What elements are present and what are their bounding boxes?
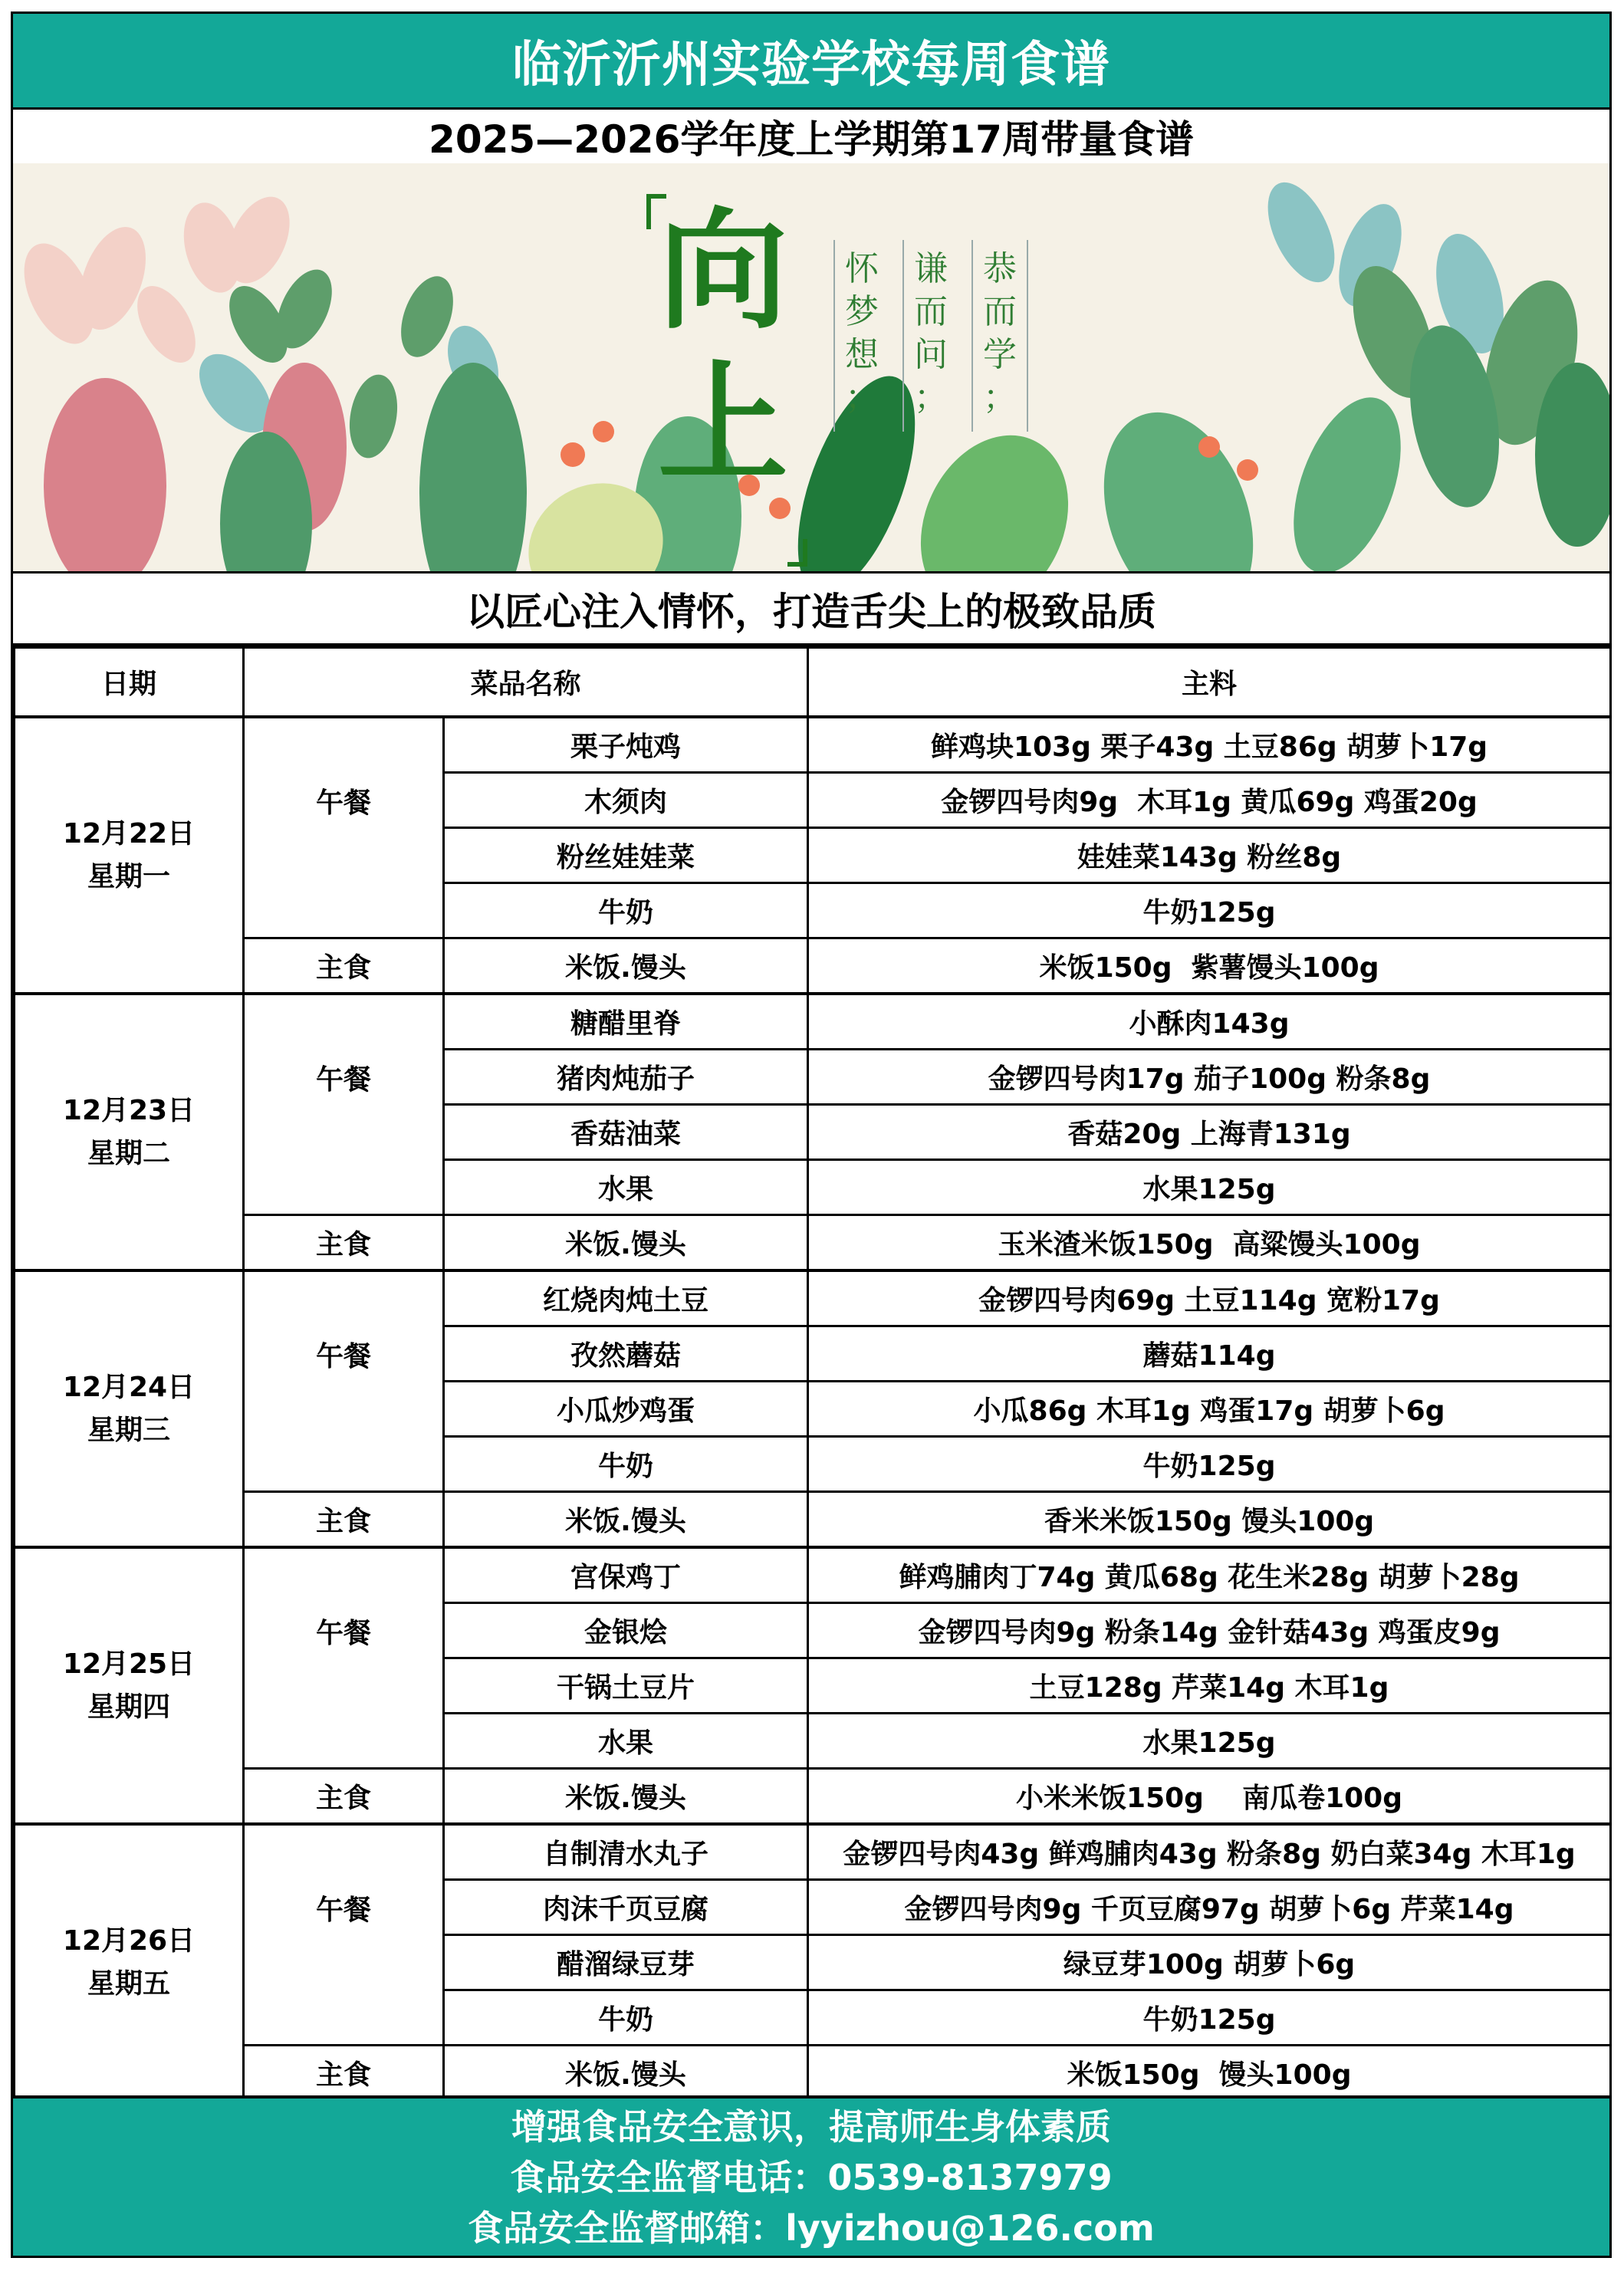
meal-label-lunch: 午餐 (244, 994, 444, 1215)
footer-email: 食品安全监督邮箱：lyyizhou@126.com (468, 2207, 1155, 2249)
dish-name: 粉丝娃娃菜 (444, 828, 808, 883)
slogan: 以匠心注入情怀，打造舌尖上的极致品质 (13, 574, 1609, 646)
dish-name: 水果 (444, 1160, 808, 1215)
table-row-staple (15, 1492, 1611, 1548)
meal-label-lunch: 午餐 (244, 1547, 444, 1769)
ingredients: 小酥肉143g (808, 994, 1611, 1050)
menu-sheet (11, 12, 1612, 2258)
banner-headline (646, 194, 800, 501)
dish-name: 米饭.馒头 (444, 2046, 808, 2101)
banner-char: 上 (657, 347, 788, 501)
motto-char: 梦 (845, 292, 879, 331)
meal-label-lunch: 午餐 (244, 1824, 444, 2046)
banner-char: 向 (657, 194, 788, 347)
ingredients: 娃娃菜143g 粉丝8g (808, 828, 1611, 883)
table-row-staple (15, 1215, 1611, 1271)
bracket-close-icon (787, 539, 807, 567)
dish-name: 糖醋里脊 (444, 994, 808, 1050)
ingredients: 鲜鸡脯肉丁74g 黄瓜68g 花生米28g 胡萝卜28g (808, 1547, 1611, 1603)
banner-motto-column (971, 240, 1028, 432)
weekday-text: 星期二 (87, 1137, 170, 1169)
footer-phone: 食品安全监督电话：0539-8137979 (510, 2156, 1113, 2198)
dish-name: 肉沫千页豆腐 (444, 1880, 808, 1935)
title-band (13, 14, 1609, 110)
ingredients: 金锣四号肉43g 鲜鸡脯肉43g 粉条8g 奶白菜34g 木耳1g (808, 1824, 1611, 1880)
date-cell (15, 1824, 244, 2101)
date-text: 12月24日 (62, 1371, 196, 1403)
date-text: 12月25日 (62, 1648, 196, 1680)
date-text: 12月26日 (62, 1924, 196, 1957)
dish-name: 宫保鸡丁 (444, 1547, 808, 1603)
date-text: 12月23日 (62, 1094, 196, 1126)
motto-char: 学 (983, 335, 1017, 374)
meal-label-staple: 主食 (244, 938, 444, 994)
table-row (15, 994, 1611, 1050)
dish-name: 牛奶 (444, 883, 808, 938)
meal-label-staple: 主食 (244, 1492, 444, 1548)
dish-name: 米饭.馒头 (444, 938, 808, 994)
weekday-text: 星期一 (87, 860, 170, 892)
date-cell (15, 1270, 244, 1547)
motto-char: 怀 (845, 249, 879, 288)
ingredients: 牛奶125g (808, 1437, 1611, 1492)
meal-label-lunch: 午餐 (244, 1270, 444, 1492)
motto-char: 而 (983, 292, 1017, 331)
dish-name: 牛奶 (444, 1990, 808, 2046)
ingredients: 牛奶125g (808, 1990, 1611, 2046)
meal-label-staple: 主食 (244, 2046, 444, 2101)
meal-label-lunch: 午餐 (244, 717, 444, 938)
dish-name: 米饭.馒头 (444, 1492, 808, 1548)
floral-illustration-icon (13, 163, 1609, 574)
banner-motto-column (833, 240, 889, 432)
motto-char: ； (914, 378, 948, 417)
ingredients: 金锣四号肉9g 木耳1g 黄瓜69g 鸡蛋20g (808, 773, 1611, 828)
banner-motto-column (902, 240, 958, 432)
dish-name: 小瓜炒鸡蛋 (444, 1382, 808, 1437)
table-row (15, 1547, 1611, 1603)
ingredients: 金锣四号肉69g 土豆114g 宽粉17g (808, 1270, 1611, 1326)
date-cell (15, 1547, 244, 1824)
date-cell (15, 717, 244, 994)
ingredients: 香菇20g 上海青131g (808, 1105, 1611, 1160)
table-row-staple (15, 1769, 1611, 1825)
weekday-text: 星期五 (87, 1967, 170, 2000)
dish-name: 木须肉 (444, 773, 808, 828)
table-row (15, 717, 1611, 773)
ingredients: 土豆128g 芹菜14g 木耳1g (808, 1658, 1611, 1714)
dish-name: 猪肉炖茄子 (444, 1050, 808, 1105)
ingredients: 绿豆芽100g 胡萝卜6g (808, 1935, 1611, 1990)
banner-image (13, 163, 1609, 574)
menu-table (13, 646, 1612, 2102)
ingredients: 小米米饭150g 南瓜卷100g (808, 1769, 1611, 1825)
ingredients: 水果125g (808, 1714, 1611, 1769)
weekday-text: 星期三 (87, 1414, 170, 1446)
dish-name: 水果 (444, 1714, 808, 1769)
table-row (15, 1270, 1611, 1326)
motto-char: 问 (914, 335, 948, 374)
table-row (15, 1824, 1611, 1880)
motto-char: 而 (914, 292, 948, 331)
header-ingredients: 主料 (808, 648, 1611, 718)
meal-label-staple: 主食 (244, 1769, 444, 1825)
ingredients: 牛奶125g (808, 883, 1611, 938)
motto-char: ； (845, 378, 879, 417)
date-cell (15, 994, 244, 1270)
dish-name: 香菇油菜 (444, 1105, 808, 1160)
ingredients: 香米米饭150g 馒头100g (808, 1492, 1611, 1548)
footer-motto: 增强食品安全意识，提高师生身体素质 (511, 2105, 1111, 2148)
ingredients: 蘑菇114g (808, 1326, 1611, 1382)
table-header-row (15, 648, 1611, 718)
dish-name: 牛奶 (444, 1437, 808, 1492)
dish-name: 红烧肉炖土豆 (444, 1270, 808, 1326)
meal-label-staple: 主食 (244, 1215, 444, 1271)
header-date: 日期 (15, 648, 244, 718)
week-subtitle: 2025—2026学年度上学期第17周带量食谱 (429, 117, 1194, 162)
motto-char: 谦 (914, 249, 948, 288)
date-text: 12月22日 (62, 817, 196, 850)
table-row-staple (15, 938, 1611, 994)
motto-char: ； (983, 378, 1017, 417)
page-title: 临沂沂州实验学校每周食谱 (512, 37, 1110, 94)
ingredients: 金锣四号肉17g 茄子100g 粉条8g (808, 1050, 1611, 1105)
ingredients: 米饭150g 紫薯馒头100g (808, 938, 1611, 994)
dish-name: 米饭.馒头 (444, 1769, 808, 1825)
dish-name: 干锅土豆片 (444, 1658, 808, 1714)
ingredients: 水果125g (808, 1160, 1611, 1215)
table-row-staple (15, 2046, 1611, 2101)
dish-name: 金银烩 (444, 1603, 808, 1658)
ingredients: 米饭150g 馒头100g (808, 2046, 1611, 2101)
dish-name: 醋溜绿豆芽 (444, 1935, 808, 1990)
dish-name: 米饭.馒头 (444, 1215, 808, 1271)
ingredients: 金锣四号肉9g 粉条14g 金针菇43g 鸡蛋皮9g (808, 1603, 1611, 1658)
dish-name: 孜然蘑菇 (444, 1326, 808, 1382)
ingredients: 小瓜86g 木耳1g 鸡蛋17g 胡萝卜6g (808, 1382, 1611, 1437)
weekday-text: 星期四 (87, 1691, 170, 1723)
footer (13, 2095, 1609, 2256)
dish-name: 自制清水丸子 (444, 1824, 808, 1880)
header-dish: 菜品名称 (244, 648, 808, 718)
ingredients: 玉米渣米饭150g 高粱馒头100g (808, 1215, 1611, 1271)
ingredients: 金锣四号肉9g 千页豆腐97g 胡萝卜6g 芹菜14g (808, 1880, 1611, 1935)
ingredients: 鲜鸡块103g 栗子43g 土豆86g 胡萝卜17g (808, 717, 1611, 773)
dish-name: 栗子炖鸡 (444, 717, 808, 773)
motto-char: 恭 (983, 249, 1017, 288)
motto-char: 想 (845, 335, 879, 374)
